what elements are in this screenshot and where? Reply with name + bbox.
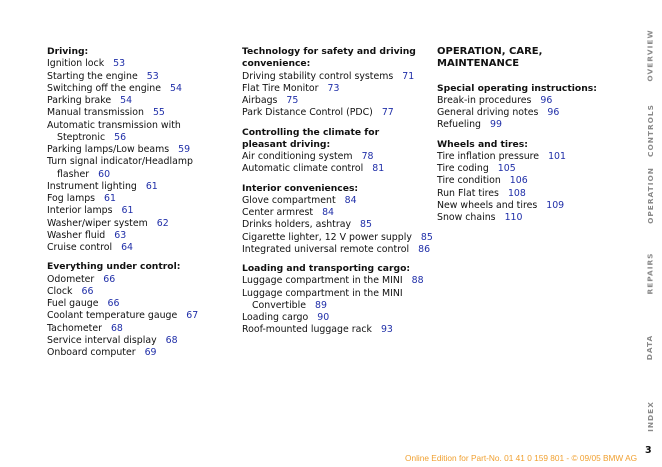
toc-section [437, 83, 622, 132]
toc-entry-label: Refueling [437, 119, 481, 131]
section-heading: Everything under control: [47, 261, 181, 273]
toc-page-link[interactable]: 68 [110, 322, 123, 334]
toc-entry-continuation[interactable] [47, 169, 237, 181]
toc-page-link[interactable]: 96 [547, 107, 560, 118]
toc-page-link[interactable]: 75 [286, 95, 299, 106]
tab-data[interactable] [640, 312, 660, 382]
toc-page-link[interactable]: 64 [121, 242, 134, 253]
toc-entry-label: Convertible [252, 299, 306, 311]
toc-entry-label: Luggage compartment in the MINI [242, 275, 403, 287]
toc-page-link[interactable]: 68 [165, 334, 178, 346]
toc-entry[interactable] [437, 200, 622, 212]
toc-entry[interactable] [47, 286, 237, 298]
toc-entry-label: Center armrest [242, 207, 314, 218]
toc-page-link[interactable]: 61 [104, 193, 116, 204]
toc-page-link[interactable]: 86 [418, 243, 431, 255]
toc-entry[interactable] [242, 95, 427, 107]
toc-page-link[interactable]: 61 [121, 205, 134, 217]
tab-repairs[interactable] [640, 238, 660, 308]
toc-entry-label: flasher [57, 168, 90, 180]
toc-page-link[interactable]: 99 [489, 119, 502, 131]
toc-entry[interactable] [437, 107, 622, 119]
toc-section [242, 46, 427, 120]
toc-page-link[interactable]: 71 [402, 70, 415, 82]
section-heading: Technology for safety and driving convenience: [242, 46, 416, 70]
toc-entry[interactable] [242, 219, 427, 231]
toc-entry[interactable] [242, 195, 427, 207]
toc-page-link[interactable]: 85 [420, 231, 433, 243]
toc-page-link[interactable]: 101 [548, 150, 566, 162]
toc-page-link[interactable]: 54 [170, 82, 182, 94]
tab-label: OVERVIEW [645, 28, 655, 82]
toc-entry[interactable] [47, 71, 237, 83]
toc-page-link[interactable]: 84 [322, 207, 335, 218]
toc-entry-label: Drinks holders, ashtray [242, 219, 352, 231]
toc-entry-label: Fuel gauge [47, 298, 99, 309]
toc-entry[interactable] [242, 312, 427, 324]
toc-page-link[interactable]: 60 [98, 168, 111, 180]
toc-page-link[interactable]: 73 [327, 82, 340, 94]
tab-index[interactable] [640, 381, 660, 451]
toc-section [47, 46, 237, 254]
toc-entry[interactable] [47, 310, 237, 322]
toc-entry-continuation[interactable] [242, 300, 427, 312]
toc-page-link[interactable]: 89 [315, 299, 327, 311]
toc-page-link[interactable]: 96 [540, 94, 553, 106]
toc-entry[interactable] [242, 151, 427, 163]
toc-entry-label: Air conditioning system [242, 151, 353, 162]
page-number: 3 [645, 445, 652, 456]
tab-controls[interactable] [640, 95, 660, 165]
toc-entry-label: Washer/wiper system [47, 217, 148, 229]
toc-column-2 [242, 46, 433, 344]
toc-entry-label: Instrument lighting [47, 180, 137, 192]
toc-entry-label: Roof-mounted luggage rack [242, 324, 372, 336]
section-heading: Controlling the climate for pleasant driving: [242, 126, 380, 150]
toc-entry-label: Tire coding [437, 163, 489, 174]
toc-entry-label: Clock [47, 285, 73, 297]
toc-page-link[interactable]: 105 [497, 163, 516, 174]
toc-entry[interactable] [437, 163, 622, 175]
toc-entry-label: Cigarette lighter, 12 V power supply [242, 231, 412, 243]
tab-label: REPAIRS [645, 252, 655, 294]
toc-entry[interactable] [47, 156, 237, 168]
toc-entry-label: Turn signal indicator/Headlamp [47, 156, 193, 168]
section-heading: Loading and transporting cargo: [242, 263, 411, 274]
toc-page-link[interactable]: 90 [317, 312, 330, 323]
toc-entry[interactable] [47, 242, 237, 254]
toc-page-link[interactable]: 61 [145, 180, 158, 192]
toc-entry-label: Odometer [47, 273, 95, 285]
toc-page-link[interactable]: 63 [114, 229, 127, 241]
toc-entry-label: Park Distance Control (PDC) [242, 107, 373, 119]
toc-entry[interactable] [47, 274, 237, 286]
toc-entry[interactable] [437, 212, 622, 224]
toc-entry-label: Onboard computer [47, 347, 136, 358]
toc-entry[interactable] [437, 95, 622, 107]
toc-entry[interactable] [437, 119, 622, 131]
toc-entry[interactable] [437, 188, 622, 200]
side-tab-strip [640, 0, 660, 467]
toc-page-link[interactable]: 69 [144, 347, 157, 358]
tab-label: INDEX [645, 400, 655, 432]
tab-label: OPERATION [645, 166, 655, 224]
toc-entry-label: Luggage compartment in the MINI [242, 287, 403, 299]
toc-entry-continuation[interactable] [47, 132, 237, 144]
toc-entry-label: Parking lamps/Low beams [47, 144, 170, 155]
tab-operation[interactable] [640, 160, 660, 230]
toc-page-link[interactable]: 62 [156, 217, 169, 229]
footer-edition-note: Online Edition for Part-No. 01 41 0 159 801 - © 09/05 BMW AG [405, 453, 638, 463]
toc-entry-label: Loading cargo [242, 312, 309, 323]
toc-page-link[interactable]: 66 [107, 298, 120, 309]
toc-entry-label: Break-in procedures [437, 94, 532, 106]
toc-entry-label: Automatic climate control [242, 163, 364, 175]
tab-label: DATA [645, 334, 655, 360]
toc-page-link[interactable]: 84 [344, 194, 357, 206]
toc-entry[interactable] [47, 298, 237, 310]
toc-entry-label: Run Flat tires [437, 187, 499, 199]
toc-entry[interactable] [242, 324, 427, 336]
toc-page-link[interactable]: 56 [114, 131, 127, 143]
toc-entry-label: Coolant temperature gauge [47, 310, 178, 322]
toc-entry[interactable] [47, 107, 237, 119]
toc-entry-label: Tire inflation pressure [437, 150, 540, 162]
toc-page-link[interactable]: 53 [146, 70, 159, 82]
toc-entry-label: Washer fluid [47, 229, 106, 241]
toc-entry-label: Tachometer [47, 322, 102, 334]
toc-section [437, 139, 622, 225]
toc-entry[interactable] [47, 120, 237, 132]
toc-column-3 [437, 46, 622, 231]
toc-entry-label: Cruise control [47, 242, 113, 253]
toc-entry[interactable] [47, 83, 237, 95]
toc-entry-label: Integrated universal remote control [242, 243, 410, 255]
toc-page-link[interactable]: 93 [380, 324, 393, 336]
toc-page-link[interactable]: 67 [186, 310, 199, 322]
toc-entry-label: Manual transmission [47, 107, 144, 119]
toc-entry-label: Automatic transmission with [47, 119, 181, 131]
toc-entry-label: Driving stability control systems [242, 70, 394, 82]
toc-entry-label: Glove compartment [242, 194, 336, 206]
tab-label: CONTROLS [645, 103, 655, 157]
toc-entry[interactable] [242, 107, 427, 119]
toc-entry[interactable] [47, 323, 237, 335]
toc-entry[interactable] [437, 175, 622, 187]
toc-page-link[interactable]: 53 [113, 58, 126, 70]
toc-entry-label: Starting the engine [47, 70, 138, 82]
toc-page-link[interactable]: 88 [411, 275, 424, 287]
section-title: OPERATION, CARE, MAINTENANCE [437, 46, 543, 70]
toc-entry-label: Fog lamps [47, 193, 96, 204]
toc-page-link[interactable]: 106 [509, 175, 528, 187]
toc-entry[interactable] [47, 347, 237, 359]
toc-page-link[interactable]: 59 [178, 144, 191, 155]
toc-page-link[interactable]: 81 [372, 163, 385, 175]
toc-entry[interactable] [242, 207, 427, 219]
toc-column-1 [47, 46, 237, 366]
toc-entry[interactable] [47, 181, 237, 193]
toc-entry[interactable] [242, 163, 427, 175]
toc-page-link[interactable]: 66 [81, 285, 94, 297]
toc-page-link[interactable]: 77 [381, 107, 394, 119]
toc-entry-label: Interior lamps [47, 205, 113, 217]
section-heading: Special operating instructions: [437, 82, 597, 94]
toc-entry-label: New wheels and tires [437, 199, 538, 211]
section-heading: Interior conveniences: [242, 182, 359, 194]
toc-entry[interactable] [242, 71, 427, 83]
toc-page-link[interactable]: 109 [546, 199, 565, 211]
toc-entry-label: Ignition lock [47, 58, 105, 70]
toc-section [242, 182, 433, 257]
toc-entry-label: Snow chains [437, 212, 496, 223]
toc-section [242, 127, 427, 176]
toc-section [47, 261, 237, 359]
toc-entry-label: General driving notes [437, 107, 539, 118]
toc-entry[interactable] [437, 151, 622, 163]
toc-entry[interactable] [242, 243, 431, 256]
toc-page-link[interactable]: 85 [360, 219, 372, 231]
toc-entry[interactable] [47, 95, 237, 107]
toc-entry[interactable] [47, 335, 237, 347]
toc-page-link[interactable]: 54 [120, 95, 133, 106]
toc-entry[interactable] [242, 275, 427, 287]
toc-section [242, 263, 427, 337]
toc-page-link[interactable]: 108 [507, 187, 526, 199]
section-heading: Driving: [47, 46, 89, 57]
toc-entry-label: Switching off the engine [47, 82, 161, 94]
toc-entry-label: Service interval display [47, 334, 157, 346]
toc-entry[interactable] [47, 144, 237, 156]
toc-entry[interactable] [242, 83, 427, 95]
toc-entry[interactable] [242, 231, 433, 244]
toc-page-link[interactable]: 78 [361, 151, 374, 162]
tab-overview[interactable] [640, 20, 660, 90]
toc-entry-label: Steptronic [57, 131, 106, 143]
toc-entry[interactable] [47, 193, 237, 205]
toc-page-link[interactable]: 66 [103, 273, 116, 285]
toc-page-link[interactable]: 55 [152, 107, 165, 119]
toc-entry-label: Parking brake [47, 95, 112, 106]
toc-entry-label: Tire condition [437, 175, 501, 187]
toc-entry[interactable] [242, 288, 427, 300]
section-heading: Wheels and tires: [437, 138, 528, 150]
toc-entry[interactable] [47, 205, 237, 217]
toc-page-link[interactable]: 110 [504, 212, 523, 223]
toc-entry[interactable] [47, 230, 237, 242]
toc-entry-label: Flat Tire Monitor [242, 82, 319, 94]
toc-entry[interactable] [47, 58, 237, 70]
toc-entry[interactable] [47, 218, 237, 230]
toc-entry-label: Airbags [242, 95, 278, 106]
